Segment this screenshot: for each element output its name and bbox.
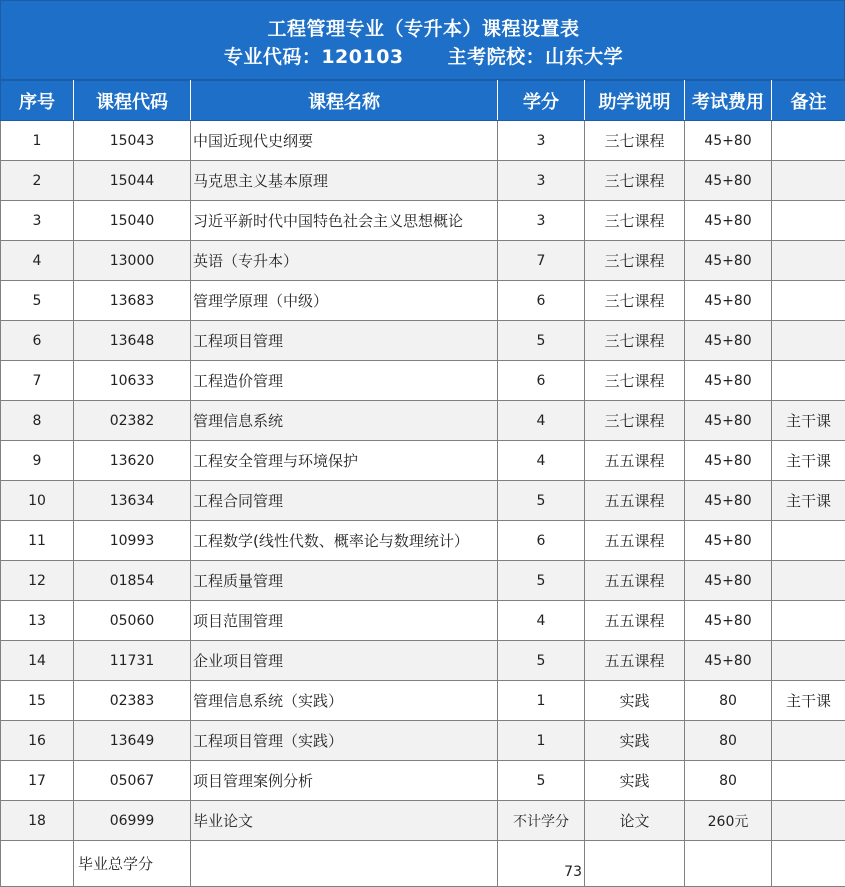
- cell-code: 05067: [74, 761, 191, 801]
- cell-help: 三七课程: [585, 121, 685, 161]
- cell-fee: 45+80: [685, 361, 772, 401]
- table-row: [1, 561, 845, 601]
- table-row: [1, 361, 845, 401]
- cell-name: 项目范围管理: [191, 601, 498, 641]
- col-header-note: 备注: [772, 81, 845, 121]
- cell-fee: 45+80: [685, 321, 772, 361]
- cell-note: [772, 241, 845, 281]
- table-title: 工程管理专业（专升本）课程设置表: [1, 14, 845, 41]
- col-header-name: 课程名称: [191, 81, 498, 121]
- cell-fee: 45+80: [685, 641, 772, 681]
- cell-no: 18: [1, 801, 74, 841]
- cell-code: 01854: [74, 561, 191, 601]
- cell-note: 主干课: [772, 481, 845, 521]
- summary-empty-note: [772, 841, 845, 887]
- table-row: [1, 801, 845, 841]
- cell-name: 工程安全管理与环境保护: [191, 441, 498, 481]
- cell-code: 13648: [74, 321, 191, 361]
- cell-note: [772, 801, 845, 841]
- cell-credit: 3: [498, 161, 585, 201]
- summary-total-credit: 73: [498, 841, 585, 887]
- cell-fee: 45+80: [685, 481, 772, 521]
- cell-code: 13634: [74, 481, 191, 521]
- cell-no: 16: [1, 721, 74, 761]
- table-row: [1, 641, 845, 681]
- cell-note: [772, 201, 845, 241]
- cell-fee: 45+80: [685, 401, 772, 441]
- cell-fee: 45+80: [685, 161, 772, 201]
- cell-code: 06999: [74, 801, 191, 841]
- cell-credit: 1: [498, 681, 585, 721]
- cell-code: 13649: [74, 721, 191, 761]
- table-row: [1, 601, 845, 641]
- table-header-row: [1, 81, 845, 121]
- cell-name: 工程合同管理: [191, 481, 498, 521]
- col-header-code: 课程代码: [74, 81, 191, 121]
- cell-fee: 45+80: [685, 601, 772, 641]
- cell-no: 3: [1, 201, 74, 241]
- exam-school: 主考院校：山东大学: [448, 46, 624, 68]
- cell-note: [772, 561, 845, 601]
- cell-note: [772, 361, 845, 401]
- cell-no: 5: [1, 281, 74, 321]
- cell-name: 工程质量管理: [191, 561, 498, 601]
- cell-note: [772, 721, 845, 761]
- cell-help: 五五课程: [585, 601, 685, 641]
- col-header-fee: 考试费用: [685, 81, 772, 121]
- cell-note: [772, 121, 845, 161]
- summary-empty-no: [1, 841, 74, 887]
- cell-no: 10: [1, 481, 74, 521]
- cell-fee: 260元: [685, 801, 772, 841]
- cell-help: 五五课程: [585, 521, 685, 561]
- table-row: [1, 241, 845, 281]
- table-row: [1, 481, 845, 521]
- cell-credit: 6: [498, 281, 585, 321]
- cell-code: 15044: [74, 161, 191, 201]
- cell-credit: 6: [498, 521, 585, 561]
- cell-help: 三七课程: [585, 361, 685, 401]
- table-row: [1, 321, 845, 361]
- cell-help: 实践: [585, 761, 685, 801]
- cell-credit: 5: [498, 481, 585, 521]
- cell-credit: 5: [498, 561, 585, 601]
- cell-help: 三七课程: [585, 161, 685, 201]
- cell-fee: 45+80: [685, 121, 772, 161]
- cell-no: 12: [1, 561, 74, 601]
- cell-fee: 45+80: [685, 441, 772, 481]
- cell-code: 13620: [74, 441, 191, 481]
- cell-code: 02383: [74, 681, 191, 721]
- col-header-help: 助学说明: [585, 81, 685, 121]
- cell-name: 管理学原理（中级）: [191, 281, 498, 321]
- cell-note: [772, 281, 845, 321]
- cell-credit: 不计学分: [498, 801, 585, 841]
- cell-credit: 3: [498, 201, 585, 241]
- cell-no: 17: [1, 761, 74, 801]
- cell-help: 实践: [585, 681, 685, 721]
- cell-help: 论文: [585, 801, 685, 841]
- cell-credit: 4: [498, 401, 585, 441]
- cell-name: 项目管理案例分析: [191, 761, 498, 801]
- cell-code: 10993: [74, 521, 191, 561]
- title-banner: [0, 0, 845, 80]
- cell-note: [772, 641, 845, 681]
- cell-fee: 45+80: [685, 201, 772, 241]
- summary-row: [1, 841, 845, 887]
- col-header-credit: 学分: [498, 81, 585, 121]
- cell-fee: 80: [685, 721, 772, 761]
- cell-note: 主干课: [772, 681, 845, 721]
- cell-name: 管理信息系统（实践）: [191, 681, 498, 721]
- table-row: [1, 201, 845, 241]
- cell-name: 企业项目管理: [191, 641, 498, 681]
- cell-no: 8: [1, 401, 74, 441]
- cell-fee: 45+80: [685, 521, 772, 561]
- cell-fee: 80: [685, 681, 772, 721]
- cell-name: 中国近现代史纲要: [191, 121, 498, 161]
- cell-no: 11: [1, 521, 74, 561]
- cell-code: 15043: [74, 121, 191, 161]
- cell-name: 习近平新时代中国特色社会主义思想概论: [191, 201, 498, 241]
- cell-no: 7: [1, 361, 74, 401]
- cell-help: 五五课程: [585, 441, 685, 481]
- cell-credit: 5: [498, 641, 585, 681]
- cell-code: 02382: [74, 401, 191, 441]
- cell-name: 工程项目管理（实践）: [191, 721, 498, 761]
- summary-empty-help: [585, 841, 685, 887]
- cell-no: 2: [1, 161, 74, 201]
- cell-no: 14: [1, 641, 74, 681]
- cell-help: 三七课程: [585, 321, 685, 361]
- cell-credit: 7: [498, 241, 585, 281]
- cell-note: [772, 761, 845, 801]
- col-header-no: 序号: [1, 81, 74, 121]
- summary-empty-fee: [685, 841, 772, 887]
- cell-credit: 5: [498, 761, 585, 801]
- cell-fee: 45+80: [685, 281, 772, 321]
- cell-fee: 45+80: [685, 241, 772, 281]
- table-row: [1, 681, 845, 721]
- cell-help: 五五课程: [585, 481, 685, 521]
- summary-empty-name: [191, 841, 498, 887]
- cell-no: 6: [1, 321, 74, 361]
- cell-name: 英语（专升本）: [191, 241, 498, 281]
- cell-help: 实践: [585, 721, 685, 761]
- cell-credit: 4: [498, 601, 585, 641]
- cell-no: 9: [1, 441, 74, 481]
- cell-note: [772, 321, 845, 361]
- cell-note: 主干课: [772, 401, 845, 441]
- summary-label: 毕业总学分: [74, 841, 191, 887]
- course-table: [0, 80, 845, 887]
- cell-code: 11731: [74, 641, 191, 681]
- table-row: [1, 281, 845, 321]
- cell-name: 马克思主义基本原理: [191, 161, 498, 201]
- cell-name: 工程项目管理: [191, 321, 498, 361]
- cell-name: 毕业论文: [191, 801, 498, 841]
- cell-credit: 4: [498, 441, 585, 481]
- cell-name: 工程数学(线性代数、概率论与数理统计）: [191, 521, 498, 561]
- cell-credit: 3: [498, 121, 585, 161]
- major-code: 专业代码：120103: [224, 46, 404, 68]
- cell-credit: 1: [498, 721, 585, 761]
- cell-note: [772, 601, 845, 641]
- cell-credit: 5: [498, 321, 585, 361]
- table-row: [1, 121, 845, 161]
- cell-help: 五五课程: [585, 561, 685, 601]
- cell-name: 工程造价管理: [191, 361, 498, 401]
- cell-no: 13: [1, 601, 74, 641]
- cell-note: [772, 521, 845, 561]
- cell-code: 13683: [74, 281, 191, 321]
- cell-no: 15: [1, 681, 74, 721]
- cell-name: 管理信息系统: [191, 401, 498, 441]
- cell-code: 13000: [74, 241, 191, 281]
- cell-fee: 80: [685, 761, 772, 801]
- cell-code: 10633: [74, 361, 191, 401]
- cell-note: 主干课: [772, 441, 845, 481]
- table-row: [1, 161, 845, 201]
- cell-code: 05060: [74, 601, 191, 641]
- table-row: [1, 761, 845, 801]
- cell-help: 五五课程: [585, 641, 685, 681]
- cell-no: 4: [1, 241, 74, 281]
- table-row: [1, 721, 845, 761]
- cell-help: 三七课程: [585, 241, 685, 281]
- cell-code: 15040: [74, 201, 191, 241]
- cell-help: 三七课程: [585, 201, 685, 241]
- subtitle-line: [1, 42, 845, 69]
- cell-fee: 45+80: [685, 561, 772, 601]
- table-row: [1, 401, 845, 441]
- table-row: [1, 441, 845, 481]
- cell-help: 三七课程: [585, 401, 685, 441]
- table-body: [1, 121, 845, 887]
- cell-credit: 6: [498, 361, 585, 401]
- cell-no: 1: [1, 121, 74, 161]
- cell-note: [772, 161, 845, 201]
- cell-help: 三七课程: [585, 281, 685, 321]
- table-row: [1, 521, 845, 561]
